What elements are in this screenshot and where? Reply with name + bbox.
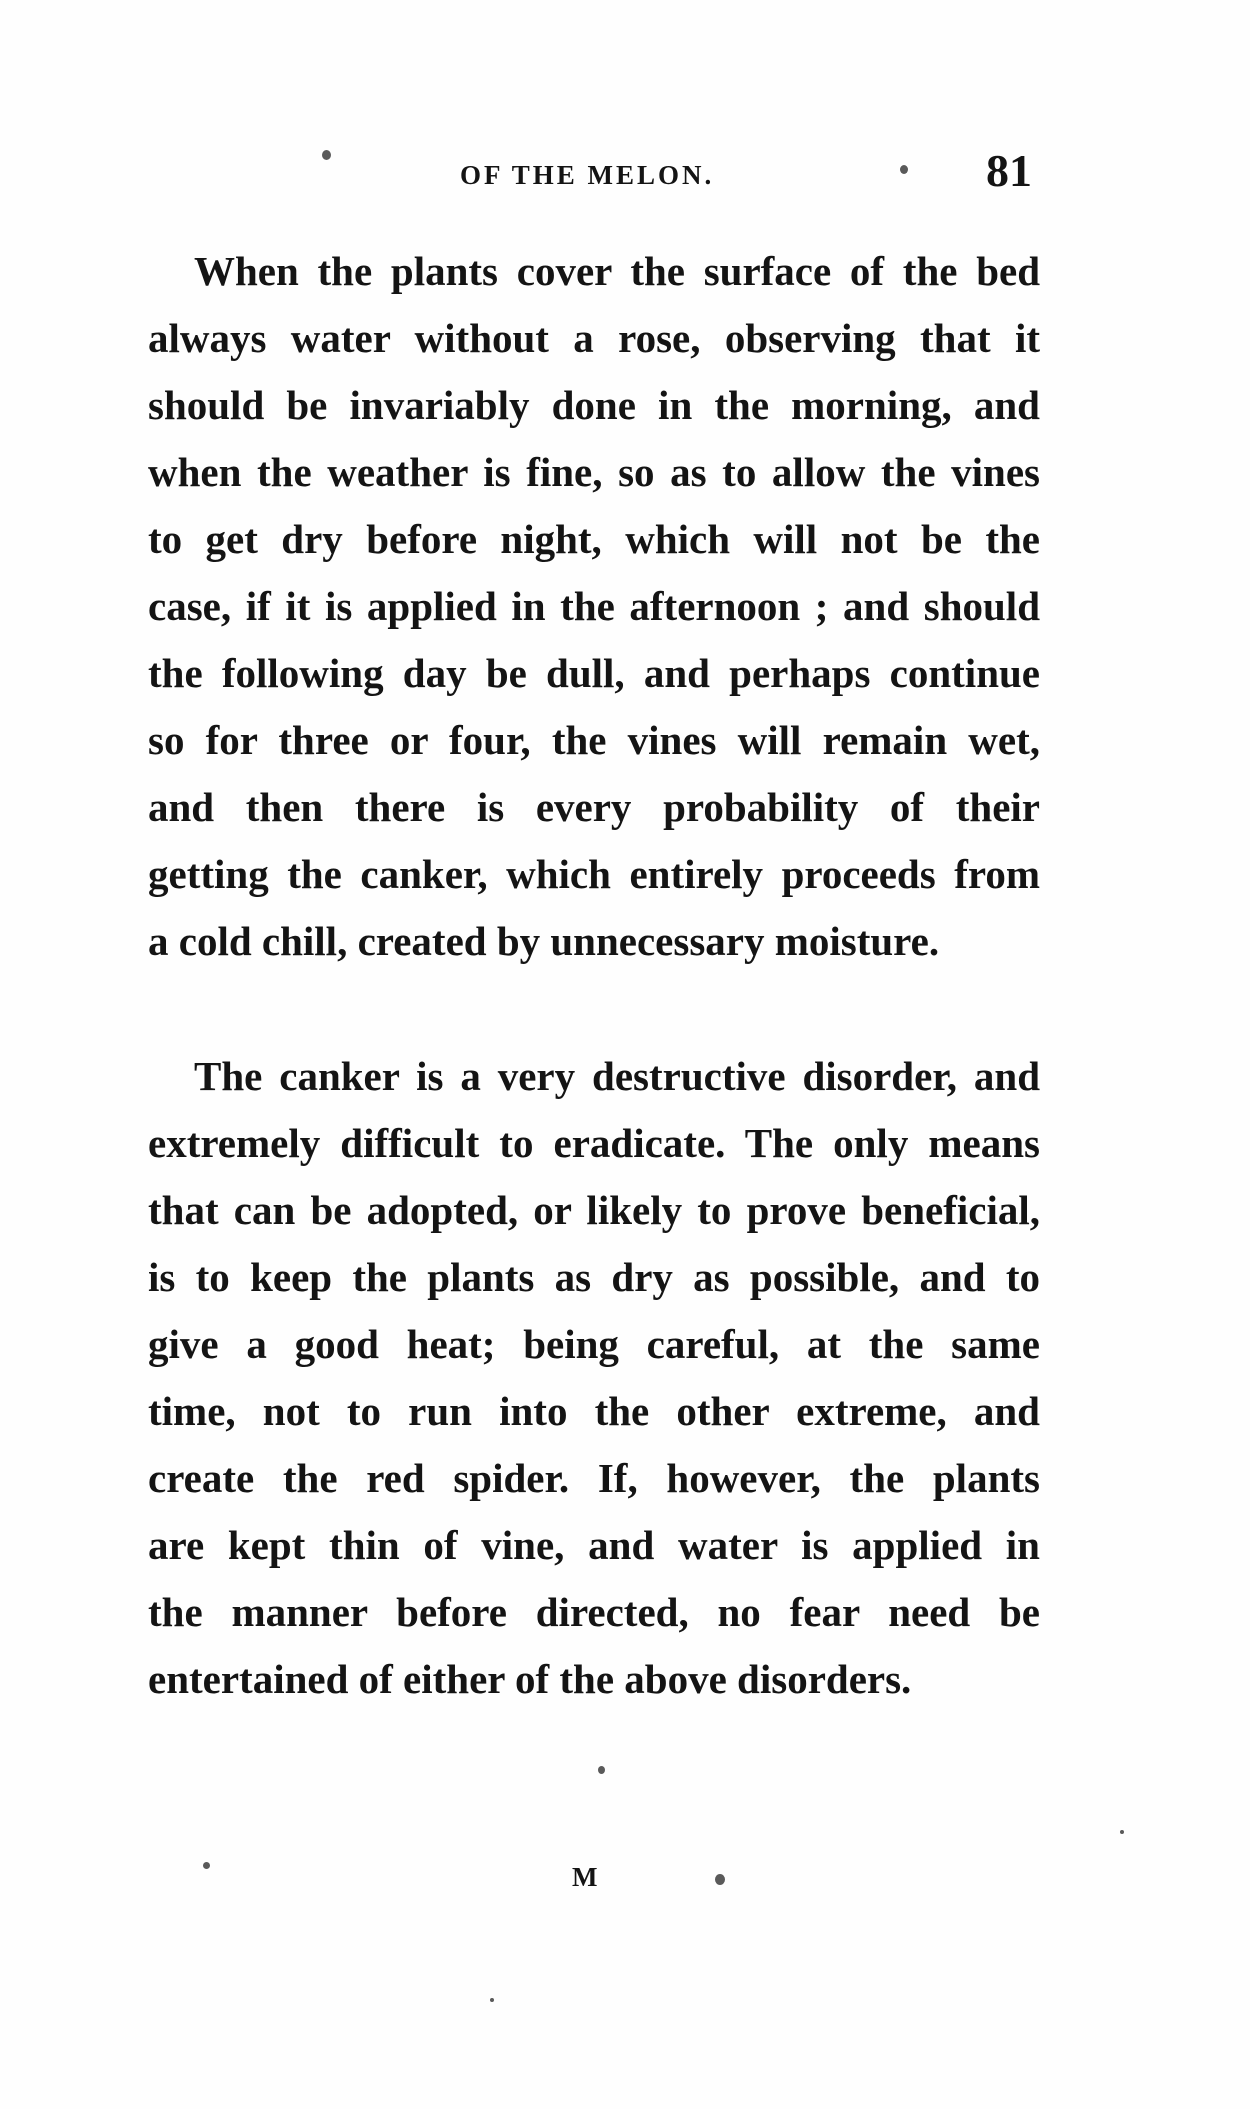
- paper-speck: [715, 1874, 725, 1885]
- running-title: OF THE MELON.: [460, 160, 715, 190]
- text-line: that can be adopted, or likely to prove beneficial,: [148, 1187, 1040, 1233]
- text-line: give a good heat; being careful, at the same: [148, 1321, 1040, 1367]
- text-line: so for three or four, the vines will remain wet,: [148, 717, 1040, 763]
- text-line: When the plants cover the surface of the bed: [194, 248, 1040, 294]
- paper-speck: [598, 1766, 605, 1774]
- text-line: a cold chill, created by unnecessary moisture.: [148, 918, 940, 964]
- text-line: create the red spider. If, however, the plants: [148, 1455, 1040, 1501]
- paper-speck: [490, 1998, 494, 2002]
- running-head: [150, 145, 1038, 200]
- text-line: the following day be dull, and perhaps continue: [148, 650, 1040, 696]
- paper-speck: [900, 165, 908, 174]
- paragraph-2: [148, 1043, 1040, 1713]
- paragraph-1: [148, 238, 1040, 975]
- text-line: The canker is a very destructive disorder, and: [194, 1053, 1040, 1099]
- text-line: always water without a rose, observing that it: [148, 315, 1040, 361]
- text-line: entertained of either of the above disorders.: [148, 1656, 912, 1702]
- text-line: to get dry before night, which will not be the: [148, 516, 1040, 562]
- page-number: 81: [986, 145, 1032, 196]
- text-line: time, not to run into the other extreme, and: [148, 1388, 1040, 1434]
- paper-speck: [1120, 1830, 1124, 1834]
- signature-mark: M: [572, 1862, 598, 1892]
- text-line: when the weather is fine, so as to allow the vines: [148, 449, 1040, 495]
- text-line: is to keep the plants as dry as possible, and to: [148, 1254, 1040, 1300]
- text-line: the manner before directed, no fear need be: [148, 1589, 1040, 1635]
- text-line: and then there is every probability of their: [148, 784, 1040, 830]
- text-line: are kept thin of vine, and water is applied in: [148, 1522, 1040, 1568]
- text-line: extremely difficult to eradicate. The only means: [148, 1120, 1040, 1166]
- paper-speck: [322, 150, 331, 160]
- body-text: [148, 238, 1040, 1713]
- text-line: should be invariably done in the morning, and: [148, 382, 1040, 428]
- text-line: case, if it is applied in the afternoon ; and should: [148, 583, 1040, 629]
- paper-speck: [203, 1862, 210, 1869]
- text-line: getting the canker, which entirely proceeds from: [148, 851, 1040, 897]
